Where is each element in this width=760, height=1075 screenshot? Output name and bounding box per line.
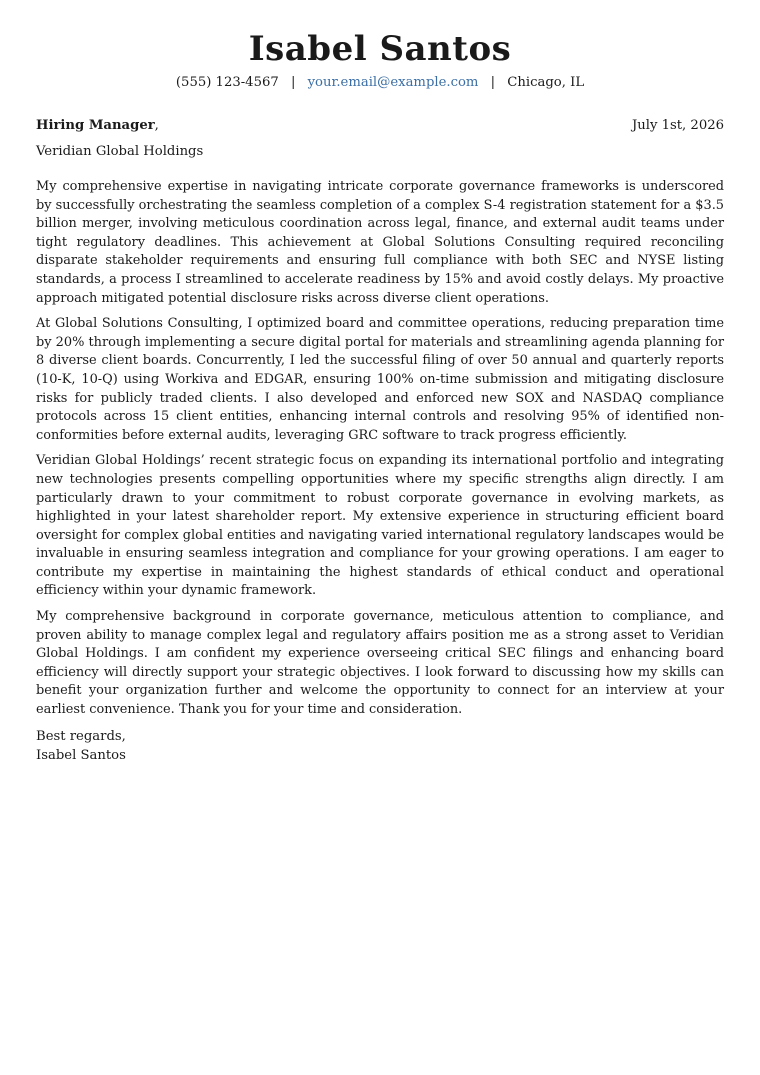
contact-separator: | [290,75,296,90]
body-paragraph: At Global Solutions Consulting, I optimized board and committee operations, reducing preparation time by 20% through implementing a secure digital portal for materials and streamlining agenda planning for 8 diverse client boards. Concurrently, I led the successful filing of over 50 annual and quarterly reports (10-K, 10-Q) using Workiva and EDGAR, ensuring 100% on-time submission and mitigating disclosure risks for publicly traded clients. I also developed and enforced new SOX and NASDAQ compliance protocols across 15 client entities, enhancing internal controls and resolving 95% of identified non-conformities before external audits, leveraging GRC software to track progress efficiently. [36,316,724,443]
contact-line [36,73,724,93]
recipient-name: Hiring Manager [36,118,155,133]
closing-salutation: Best regards, [36,728,126,744]
letter-body [36,178,724,720]
contact-separator: | [490,75,496,90]
applicant-name: Isabel Santos [248,29,512,69]
recipient-name-suffix: , [154,118,159,133]
recipient-company: Veridian Global Holdings [36,144,204,159]
body-paragraph: My comprehensive background in corporate governance, meticulous attention to compliance, and proven ability to manage complex legal and regulatory affairs position me as a strong asset to Veridian Global Holdings. I am confident my experience overseeing critical SEC filings and enhancing board efficiency will directly support your strategic objectives. I look forward to discussing how my skills can benefit your organization further and welcome the opportunity to connect for an interview at your earliest convenience. Thank you for your time and consideration. [36,609,724,718]
location: Chicago, IL [507,75,585,90]
email-link[interactable]: your.email@example.com [307,75,479,90]
body-paragraph: Veridian Global Holdings’ recent strategic focus on expanding its international portfolio and integrating new technologies presents compelling opportunities where my specific strengths align directly. I am particularly drawn to your commitment to robust corporate governance in evolving markets, as highlighted in your latest shareholder report. My extensive experience in structuring efficient board oversight for complex global entities and navigating varied international regulatory landscapes would be invaluable in ensuring seamless integration and compliance for your growing operations. I am eager to contribute my expertise in maintaining the highest standards of ethical conduct and operational efficiency within your dynamic framework. [36,453,725,599]
body-paragraph: My comprehensive expertise in navigating intricate corporate governance frameworks is underscored by successfully orchestrating the seamless completion of a complex S-4 registration statement for a $3.5 billion merger, involving meticulous coordination across legal, finance, and external audit teams under tight regulatory deadlines. This achievement at Global Solutions Consulting required reconciling disparate stakeholder requirements and ensuring full compliance with both SEC and NYSE listing standards, a process I streamlined to accelerate readiness by 15% and avoid costly delays. My proactive approach mitigated potential disclosure risks across diverse client operations. [36,179,724,306]
recipient [36,116,159,135]
phone-number: (555) 123-4567 [175,75,279,90]
closing-signature: Isabel Santos [36,747,126,763]
recipient-row [36,116,724,135]
closing [36,727,724,765]
cover-letter [36,28,724,765]
letter-date: July 1st, 2026 [631,118,724,133]
